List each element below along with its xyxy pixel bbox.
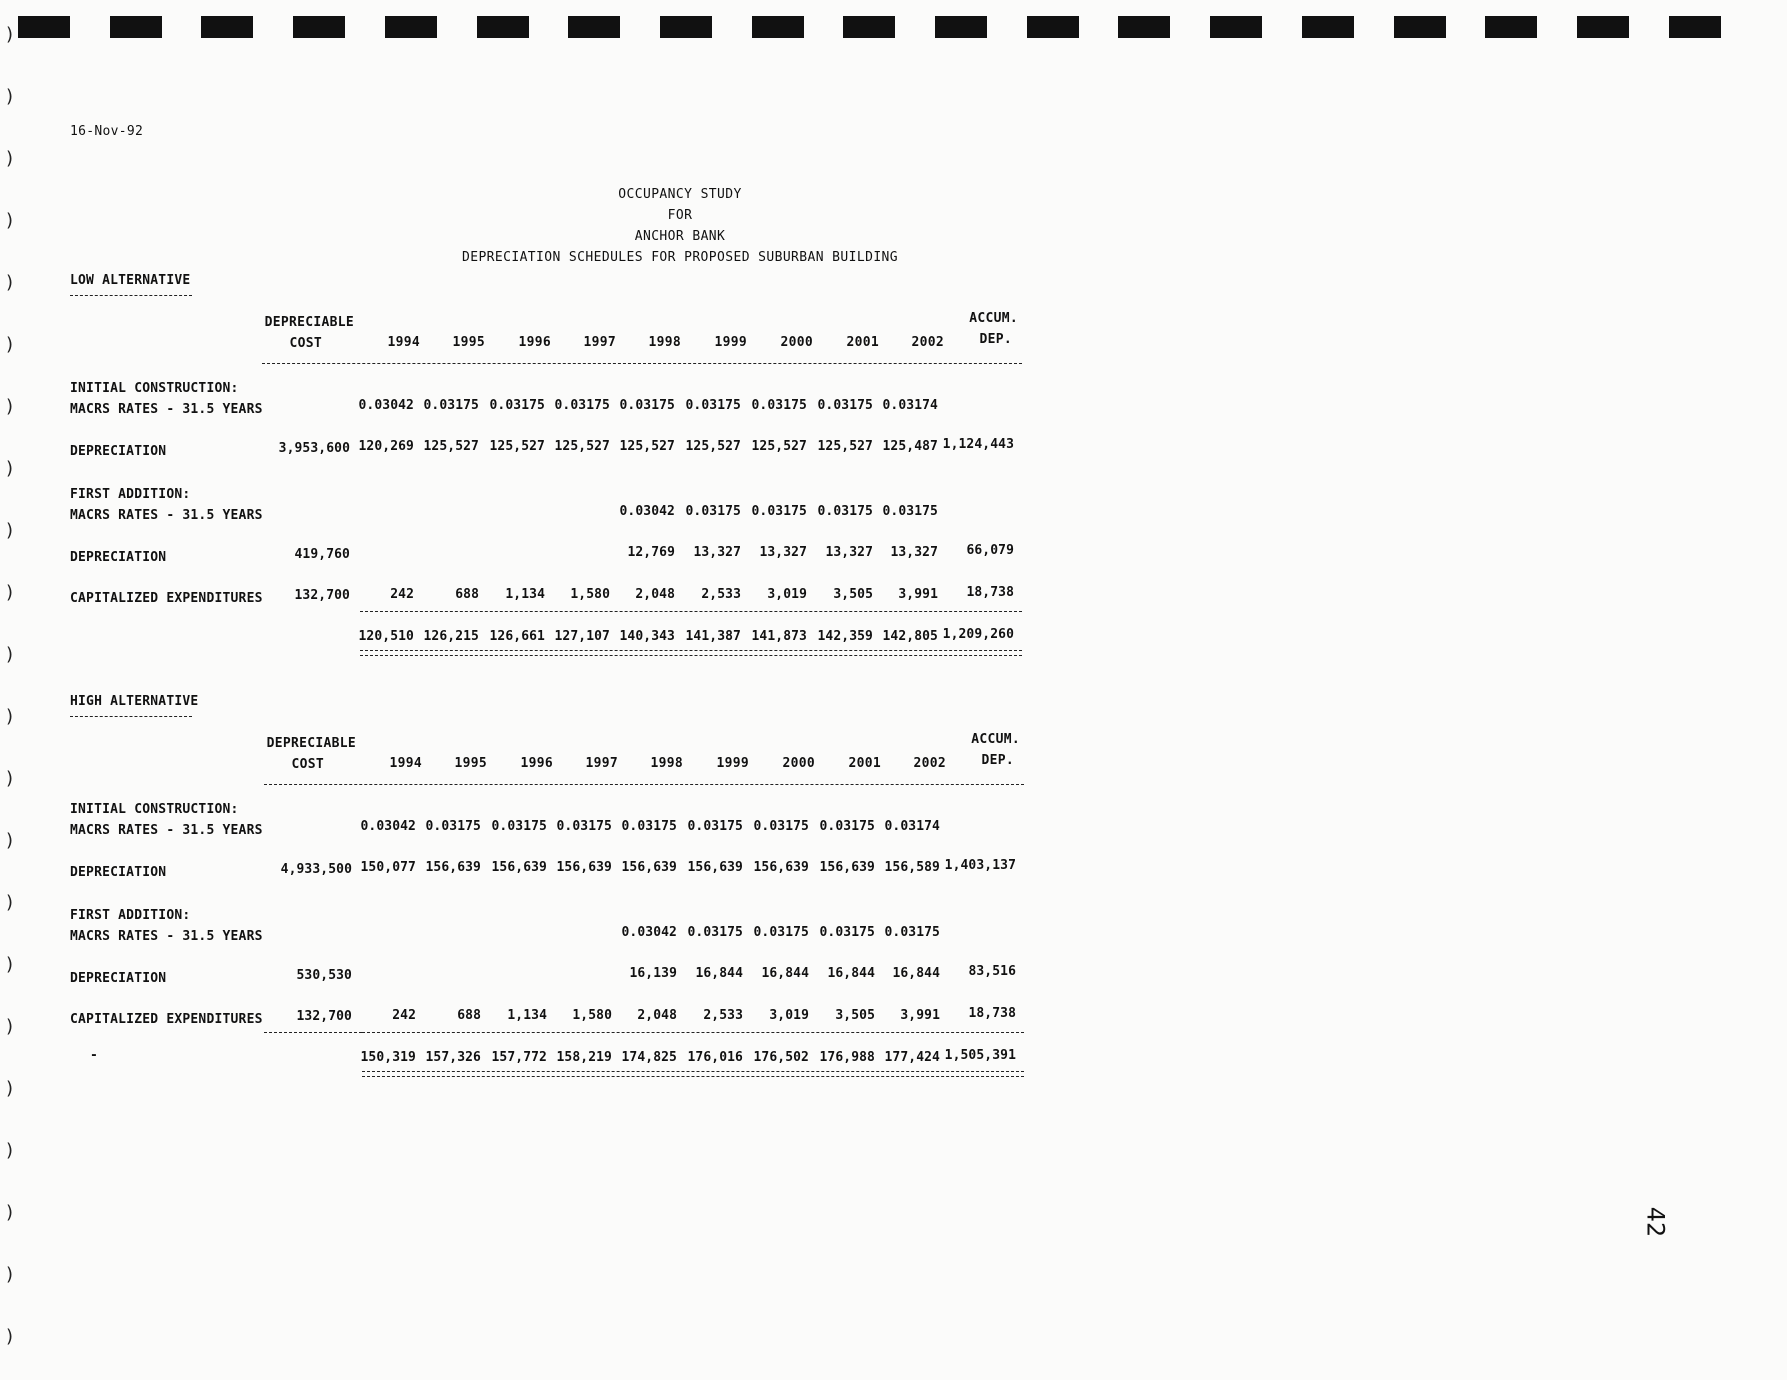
- capex-cell: 3,505: [833, 587, 873, 602]
- total-cell: 177,424: [884, 1050, 940, 1065]
- binding-mark: ): [6, 1264, 14, 1285]
- rate-cell: 0.03175: [687, 819, 743, 834]
- depreciable-cost-cell: 4,933,500: [280, 862, 352, 877]
- rate-cell: 0.03175: [423, 398, 479, 413]
- depreciation-label: DEPRECIATION: [70, 550, 167, 565]
- macrs-rates-label: MACRS RATES - 31.5 YEARS: [70, 508, 263, 523]
- total-cell: 158,219: [556, 1050, 612, 1065]
- binding-mark: ): [6, 1326, 14, 1347]
- depreciation-cell: 120,269: [358, 439, 414, 454]
- title-line-1: OCCUPANCY STUDY: [618, 187, 742, 202]
- depreciation-cell: 156,639: [687, 860, 743, 875]
- binding-hole: [568, 16, 620, 38]
- col-header-accum-line-2: DEP.: [979, 332, 1012, 347]
- rate-cell: 0.03175: [621, 819, 677, 834]
- total-cell: 120,510: [358, 629, 414, 644]
- depreciation-cell: 13,327: [825, 545, 873, 560]
- binding-mark: ): [6, 148, 14, 169]
- binding-hole: [18, 16, 70, 38]
- total-cell: 176,502: [753, 1050, 809, 1065]
- binding-mark: ): [6, 1016, 14, 1037]
- col-header-accum-line-1: ACCUM.: [971, 732, 1020, 747]
- rate-cell: 0.03175: [556, 819, 612, 834]
- capitalized-expenditures-label: CAPITALIZED EXPENDITURES: [70, 591, 263, 606]
- col-header-year: 1995: [454, 756, 487, 771]
- binding-hole: [935, 16, 987, 38]
- rate-cell: 0.03175: [753, 819, 809, 834]
- depreciation-cell: 156,639: [425, 860, 481, 875]
- total-cell: 142,359: [817, 629, 873, 644]
- depreciation-cell: 156,639: [491, 860, 547, 875]
- capex-cell: 3,991: [900, 1008, 940, 1023]
- binding-mark: ): [6, 1078, 14, 1099]
- depreciation-cell: 16,844: [761, 966, 809, 981]
- capex-cell: 688: [457, 1008, 481, 1023]
- total-cell: 174,825: [621, 1050, 677, 1065]
- binding-mark: ): [6, 1202, 14, 1223]
- depreciation-cell: 156,639: [556, 860, 612, 875]
- binding-mark: ): [6, 954, 14, 975]
- subtotal-rule-extension: [264, 1032, 362, 1033]
- rate-cell: 0.03175: [554, 398, 610, 413]
- rate-cell: 0.03175: [817, 398, 873, 413]
- subtotal-rule: [360, 611, 1022, 612]
- capex-cell: 1,134: [507, 1008, 547, 1023]
- binding-hole: [843, 16, 895, 38]
- binding-mark: ): [6, 396, 14, 417]
- macrs-rates-label: MACRS RATES - 31.5 YEARS: [70, 929, 263, 944]
- depreciation-cell: 16,844: [695, 966, 743, 981]
- binding-hole: [1669, 16, 1721, 38]
- binding-mark: ): [6, 1140, 14, 1161]
- subtotal-rule: [362, 1032, 1024, 1033]
- depreciation-cell: 125,527: [554, 439, 610, 454]
- initial-construction-label: INITIAL CONSTRUCTION:: [70, 802, 239, 817]
- col-header-accum-line-1: ACCUM.: [969, 311, 1018, 326]
- accum-dep-cell: 18,738: [966, 585, 1014, 600]
- depreciation-cell: 125,527: [817, 439, 873, 454]
- col-header-year: 1997: [583, 335, 616, 350]
- depreciation-cell: 150,077: [360, 860, 416, 875]
- depreciation-cell: 156,639: [753, 860, 809, 875]
- binding-mark: ): [6, 644, 14, 665]
- depreciable-cost-cell: 3,953,600: [278, 441, 350, 456]
- header-rule: [264, 784, 1024, 785]
- capex-cell: 242: [390, 587, 414, 602]
- col-header-cost-line-2: COST: [289, 336, 322, 351]
- rate-cell: 0.03175: [817, 504, 873, 519]
- binding-mark: ): [6, 582, 14, 603]
- binding-hole: [1210, 16, 1262, 38]
- binding-hole: [660, 16, 712, 38]
- rate-cell: 0.03175: [751, 398, 807, 413]
- rate-cell: 0.03175: [619, 398, 675, 413]
- rate-cell: 0.03175: [753, 925, 809, 940]
- total-cell: 140,343: [619, 629, 675, 644]
- accum-dep-cell: 66,079: [966, 543, 1014, 558]
- depreciable-cost-cell: 419,760: [294, 547, 350, 562]
- binding-mark: ): [6, 458, 14, 479]
- capex-cell: 2,048: [637, 1008, 677, 1023]
- rate-cell: 0.03174: [884, 819, 940, 834]
- rate-cell: 0.03175: [751, 504, 807, 519]
- col-header-year: 1999: [714, 335, 747, 350]
- total-cell: 150,319: [360, 1050, 416, 1065]
- col-header-year: 1996: [518, 335, 551, 350]
- binding-hole: [1027, 16, 1079, 38]
- first-addition-label: FIRST ADDITION:: [70, 487, 191, 502]
- col-header-year: 2000: [782, 756, 815, 771]
- header-rule: [262, 363, 1022, 364]
- depreciation-cell: 125,527: [619, 439, 675, 454]
- accum-dep-total-cell: 1,209,260: [942, 627, 1014, 642]
- report-title: [420, 184, 940, 268]
- col-header-cost-line-1: DEPRECIABLE: [266, 736, 356, 751]
- depreciation-cell: 156,589: [884, 860, 940, 875]
- total-cell: 176,016: [687, 1050, 743, 1065]
- depreciation-cell: 156,639: [819, 860, 875, 875]
- rate-cell: 0.03175: [491, 819, 547, 834]
- binding-hole: [1485, 16, 1537, 38]
- capex-cell: 3,019: [767, 587, 807, 602]
- depreciation-cell: 13,327: [890, 545, 938, 560]
- rate-cell: 0.03175: [685, 504, 741, 519]
- depreciation-cell: 156,639: [621, 860, 677, 875]
- col-header-year: 1994: [387, 335, 420, 350]
- capex-cell: 1,580: [570, 587, 610, 602]
- col-header-cost-line-1: DEPRECIABLE: [264, 315, 354, 330]
- depreciation-cell: 16,139: [629, 966, 677, 981]
- col-header-year: 1995: [452, 335, 485, 350]
- depreciation-label: DEPRECIATION: [70, 971, 167, 986]
- stray-dash-mark: -: [90, 1048, 98, 1063]
- binding-hole: [752, 16, 804, 38]
- binding-mark: ): [6, 520, 14, 541]
- binding-mark: ): [6, 830, 14, 851]
- binding-hole: [1394, 16, 1446, 38]
- depreciable-cost-cell: 132,700: [296, 1009, 352, 1024]
- binding-hole: [1118, 16, 1170, 38]
- title-line-3: ANCHOR BANK: [634, 229, 726, 244]
- capex-cell: 1,134: [505, 587, 545, 602]
- binding-hole: [477, 16, 529, 38]
- depreciable-cost-cell: 530,530: [296, 968, 352, 983]
- binding-hole: [201, 16, 253, 38]
- col-header-year: 2002: [913, 756, 946, 771]
- section-title: HIGH ALTERNATIVE: [70, 694, 199, 709]
- depreciation-label: DEPRECIATION: [70, 444, 167, 459]
- depreciable-cost-cell: 132,700: [294, 588, 350, 603]
- section-title: LOW ALTERNATIVE: [70, 273, 191, 288]
- capex-cell: 2,533: [701, 587, 741, 602]
- col-header-year: 2000: [780, 335, 813, 350]
- title-line-4: DEPRECIATION SCHEDULES FOR PROPOSED SUBURBAN BUILDING: [461, 250, 898, 265]
- rate-cell: 0.03042: [358, 398, 414, 413]
- depreciation-cell: 16,844: [892, 966, 940, 981]
- col-header-year: 1996: [520, 756, 553, 771]
- capex-cell: 2,533: [703, 1008, 743, 1023]
- depreciation-cell: 125,527: [751, 439, 807, 454]
- capex-cell: 3,505: [835, 1008, 875, 1023]
- depreciation-cell: 13,327: [759, 545, 807, 560]
- total-double-rule: [362, 1071, 1024, 1077]
- rate-cell: 0.03175: [819, 925, 875, 940]
- rate-cell: 0.03175: [884, 925, 940, 940]
- binding-mark: ): [6, 892, 14, 913]
- binding-mark: ): [6, 210, 14, 231]
- binding-hole: [385, 16, 437, 38]
- capex-cell: 3,991: [898, 587, 938, 602]
- capitalized-expenditures-label: CAPITALIZED EXPENDITURES: [70, 1012, 263, 1027]
- col-header-cost-line-2: COST: [291, 757, 324, 772]
- depreciation-cell: 13,327: [693, 545, 741, 560]
- rate-cell: 0.03175: [425, 819, 481, 834]
- depreciation-label: DEPRECIATION: [70, 865, 167, 880]
- total-cell: 126,661: [489, 629, 545, 644]
- capex-cell: 2,048: [635, 587, 675, 602]
- section-title-underline: [70, 716, 192, 717]
- binding-hole: [110, 16, 162, 38]
- macrs-rates-label: MACRS RATES - 31.5 YEARS: [70, 402, 263, 417]
- col-header-year: 2001: [846, 335, 879, 350]
- macrs-rates-label: MACRS RATES - 31.5 YEARS: [70, 823, 263, 838]
- capex-cell: 688: [455, 587, 479, 602]
- rate-cell: 0.03175: [819, 819, 875, 834]
- accum-dep-cell: 83,516: [968, 964, 1016, 979]
- col-header-accum-line-2: DEP.: [981, 753, 1014, 768]
- col-header-year: 1998: [648, 335, 681, 350]
- rate-cell: 0.03175: [685, 398, 741, 413]
- depreciation-cell: 125,487: [882, 439, 938, 454]
- col-header-year: 2002: [911, 335, 944, 350]
- section-title-underline: [70, 295, 192, 296]
- binding-holes: [18, 16, 1758, 38]
- depreciation-cell: 125,527: [423, 439, 479, 454]
- binding-mark: ): [6, 24, 14, 45]
- depreciation-cell: 16,844: [827, 966, 875, 981]
- total-cell: 176,988: [819, 1050, 875, 1065]
- col-header-year: 1999: [716, 756, 749, 771]
- col-header-year: 2001: [848, 756, 881, 771]
- accum-dep-total-cell: 1,505,391: [944, 1048, 1016, 1063]
- binding-mark: ): [6, 272, 14, 293]
- page-number: 42: [1641, 1206, 1670, 1238]
- col-header-year: 1997: [585, 756, 618, 771]
- accum-dep-cell: 1,403,137: [944, 858, 1016, 873]
- rate-cell: 0.03042: [619, 504, 675, 519]
- capex-cell: 3,019: [769, 1008, 809, 1023]
- title-line-2: FOR: [667, 208, 693, 223]
- col-header-year: 1998: [650, 756, 683, 771]
- binding-mark: ): [6, 334, 14, 355]
- total-cell: 127,107: [554, 629, 610, 644]
- rate-cell: 0.03042: [360, 819, 416, 834]
- binding-mark: ): [6, 86, 14, 107]
- depreciation-cell: 125,527: [685, 439, 741, 454]
- initial-construction-label: INITIAL CONSTRUCTION:: [70, 381, 239, 396]
- rate-cell: 0.03042: [621, 925, 677, 940]
- rate-cell: 0.03175: [687, 925, 743, 940]
- total-cell: 126,215: [423, 629, 479, 644]
- rate-cell: 0.03175: [489, 398, 545, 413]
- rate-cell: 0.03175: [882, 504, 938, 519]
- document-date: 16-Nov-92: [70, 124, 144, 139]
- binding-mark: ): [6, 768, 14, 789]
- total-cell: 141,387: [685, 629, 741, 644]
- total-cell: 141,873: [751, 629, 807, 644]
- total-double-rule: [360, 650, 1022, 656]
- total-cell: 142,805: [882, 629, 938, 644]
- accum-dep-cell: 18,738: [968, 1006, 1016, 1021]
- binding-hole: [293, 16, 345, 38]
- col-header-year: 1994: [389, 756, 422, 771]
- total-cell: 157,772: [491, 1050, 547, 1065]
- binding-hole: [1302, 16, 1354, 38]
- capex-cell: 242: [392, 1008, 416, 1023]
- total-cell: 157,326: [425, 1050, 481, 1065]
- rate-cell: 0.03174: [882, 398, 938, 413]
- depreciation-cell: 125,527: [489, 439, 545, 454]
- first-addition-label: FIRST ADDITION:: [70, 908, 191, 923]
- binding-mark: ): [6, 706, 14, 727]
- accum-dep-cell: 1,124,443: [942, 437, 1014, 452]
- depreciation-cell: 12,769: [627, 545, 675, 560]
- capex-cell: 1,580: [572, 1008, 612, 1023]
- binding-hole: [1577, 16, 1629, 38]
